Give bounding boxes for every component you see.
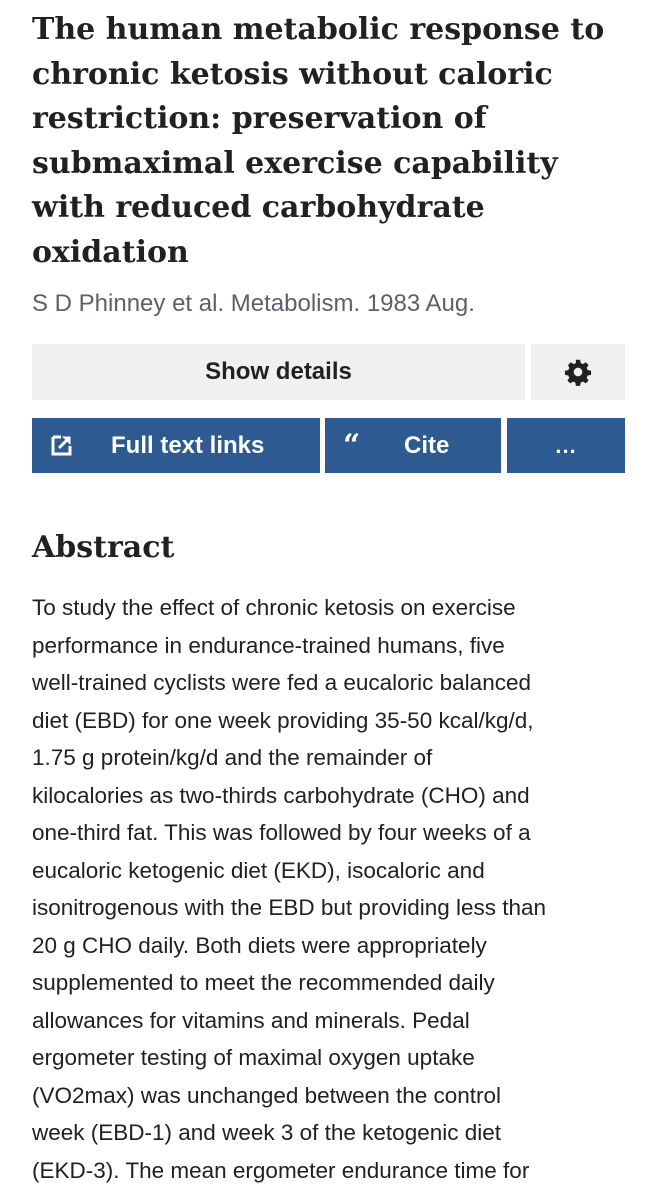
- cite-label: Cite: [404, 432, 450, 459]
- show-details-button[interactable]: [32, 344, 525, 400]
- article-citation: S D Phinney et al. Metabolism. 1983 Aug.: [32, 290, 475, 317]
- abstract-line: week (EBD-1) and week 3 of the ketogenic diet: [32, 1120, 502, 1145]
- abstract-text: [32, 589, 642, 1189]
- abstract-line: allowances for vitamins and minerals. Pedal: [32, 1007, 470, 1033]
- abstract-line: (VO2max) was unchanged between the control: [32, 1082, 502, 1108]
- external-link-icon: [50, 433, 74, 457]
- abstract-line: 1.75 g protein/kg/d and the remainder of: [32, 745, 433, 770]
- title-line: submaximal exercise capability: [32, 145, 558, 181]
- article-title: [32, 8, 632, 275]
- full-text-links-button[interactable]: [32, 418, 320, 473]
- abstract-line: 20 g CHO daily. Both diets were appropriately: [32, 932, 487, 958]
- title-line: oxidation: [32, 234, 189, 270]
- full-text-links-label: Full text links: [111, 432, 265, 459]
- abstract-line: (EKD-3). The mean ergometer endurance time for: [32, 1157, 530, 1183]
- abstract-line: diet (EBD) for one week providing 35-50 kcal/kg/d,: [32, 707, 534, 733]
- abstract-heading: Abstract: [32, 530, 175, 565]
- abstract-line: To study the effect of chronic ketosis on exercise: [32, 595, 516, 620]
- more-options-label: ...: [555, 432, 577, 458]
- show-details-label: Show details: [205, 358, 352, 385]
- quote-icon: “: [343, 428, 361, 463]
- abstract-line: supplemented to meet the recommended daily: [32, 970, 495, 995]
- abstract-line: performance in endurance-trained humans, five: [32, 632, 505, 658]
- title-line: chronic ketosis without caloric: [32, 56, 553, 92]
- abstract-line: ergometer testing of maximal oxygen uptake: [32, 1045, 475, 1070]
- gear-icon: [564, 358, 592, 386]
- abstract-line: isonitrogenous with the EBD but providing less than: [32, 895, 547, 920]
- abstract-line: eucaloric ketogenic diet (EKD), isocaloric and: [32, 857, 485, 883]
- settings-button[interactable]: [531, 344, 625, 400]
- more-options-button[interactable]: [507, 418, 625, 473]
- abstract-line: kilocalories as two-thirds carbohydrate (CHO) and: [32, 782, 530, 808]
- cite-button[interactable]: [325, 418, 501, 473]
- abstract-line: one-third fat. This was followed by four weeks of a: [32, 820, 531, 845]
- abstract-line: well-trained cyclists were fed a eucaloric balanced: [32, 670, 531, 695]
- title-line: restriction: preservation of: [32, 101, 487, 136]
- title-line: with reduced carbohydrate: [32, 190, 485, 225]
- title-line: The human metabolic response to: [32, 12, 605, 47]
